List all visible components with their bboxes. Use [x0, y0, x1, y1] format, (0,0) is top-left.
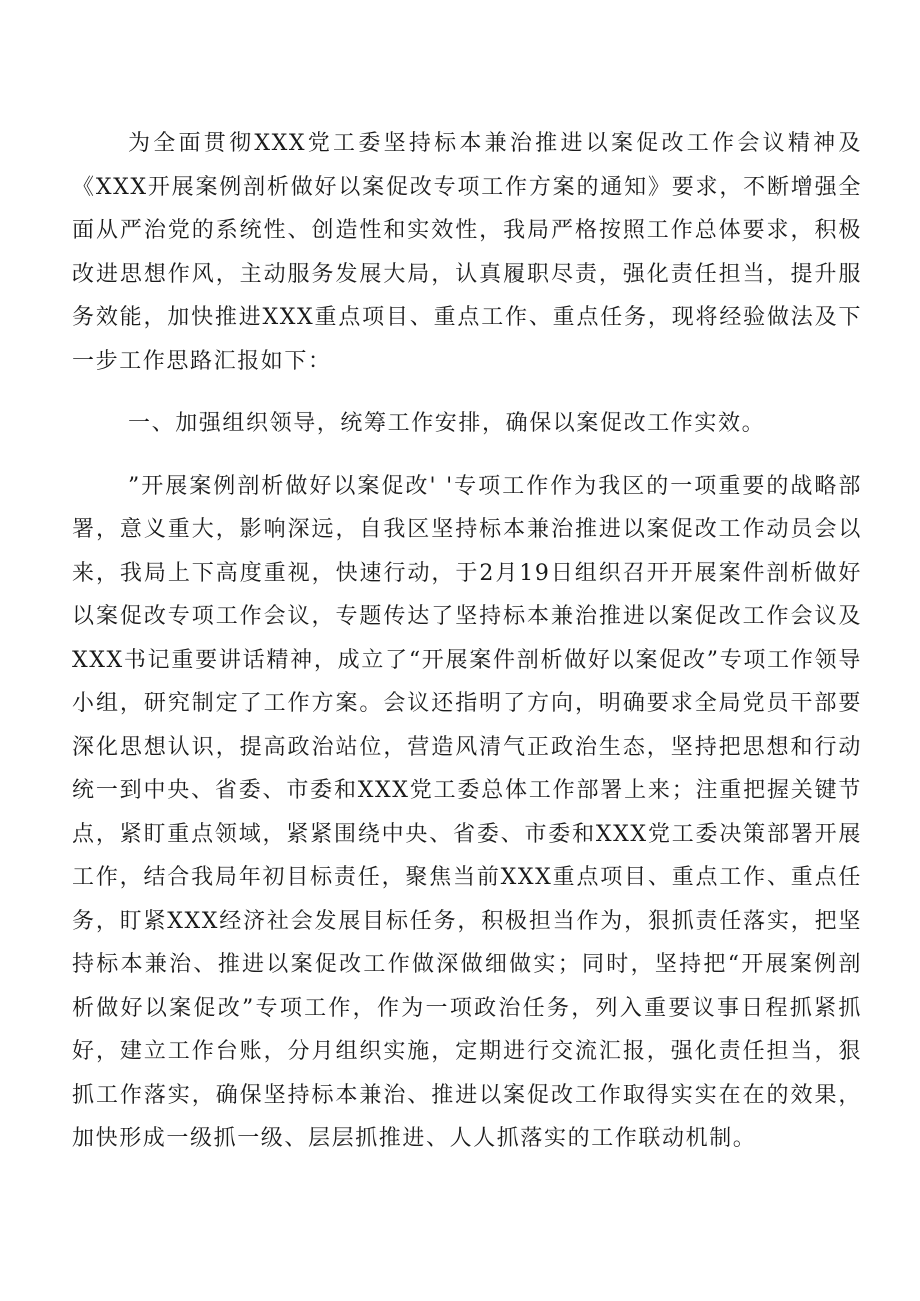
section-heading-1: 一、加强组织领导，统筹工作安排，确保以案促改工作实效。 [128, 411, 766, 436]
document-body [72, 122, 862, 1161]
section-body-paragraph: ”开展案例剖析做好以案促改' '专项工作作为我区的一项重要的战略部署，意义重大，影响深远，自我区坚持标本兼治推进以案促改工作动员会以来，我局上下高度重视，快速行动，于2月19日组织召开开展案件剖析做好以案促改专项工作会议，专题传达了坚持标本兼治推进以案促改工作会议及XXX书记重要讲话精神，成立了“开展案件剖析做好以案促改”专项工作领导小组，研究制定了工作方案。会议还指明了方向，明确要求全局党员干部要深化思想认识，提高政治站位，营造风清气正政治生态，坚持把思想和行动统一到中央、省委、市委和XXX党工委总体工作部署上来；注重把握关键节点，紧盯重点领域，紧紧围绕中央、省委、市委和XXX党工委决策部署开展工作，结合我局年初目标责任，聚焦当前XXX重点项目、重点工作、重点任务，盯紧XXX经济社会发展目标任务，积极担当作为，狠抓责任落实，把坚持标本兼治、推进以案促改工作做深做细做实；同时，坚持把“开展案例剖析做好以案促改”专项工作，作为一项政治任务，列入重要议事日程抓紧抓好，建立工作台账，分月组织实施，定期进行交流汇报，强化责任担当，狠抓工作落实，确保坚持标本兼治、推进以案促改工作取得实实在在的效果，加快形成一级抓一级、层层抓推进、人人抓落实的工作联动机制。 [72, 473, 862, 1151]
intro-paragraph: 为全面贯彻XXX党工委坚持标本兼治推进以案促改工作会议精神及《XXX开展案例剖析做好以案促改专项工作方案的通知》要求，不断增强全面从严治党的系统性、创造性和实效性，我局严格按照工作总体要求，积极改进思想作风，主动服务发展大局，认真履职尽责，强化责任担当，提升服务效能，加快推进XXX重点项目、重点工作、重点任务，现将经验做法及下一步工作思路汇报如下： [72, 131, 862, 374]
